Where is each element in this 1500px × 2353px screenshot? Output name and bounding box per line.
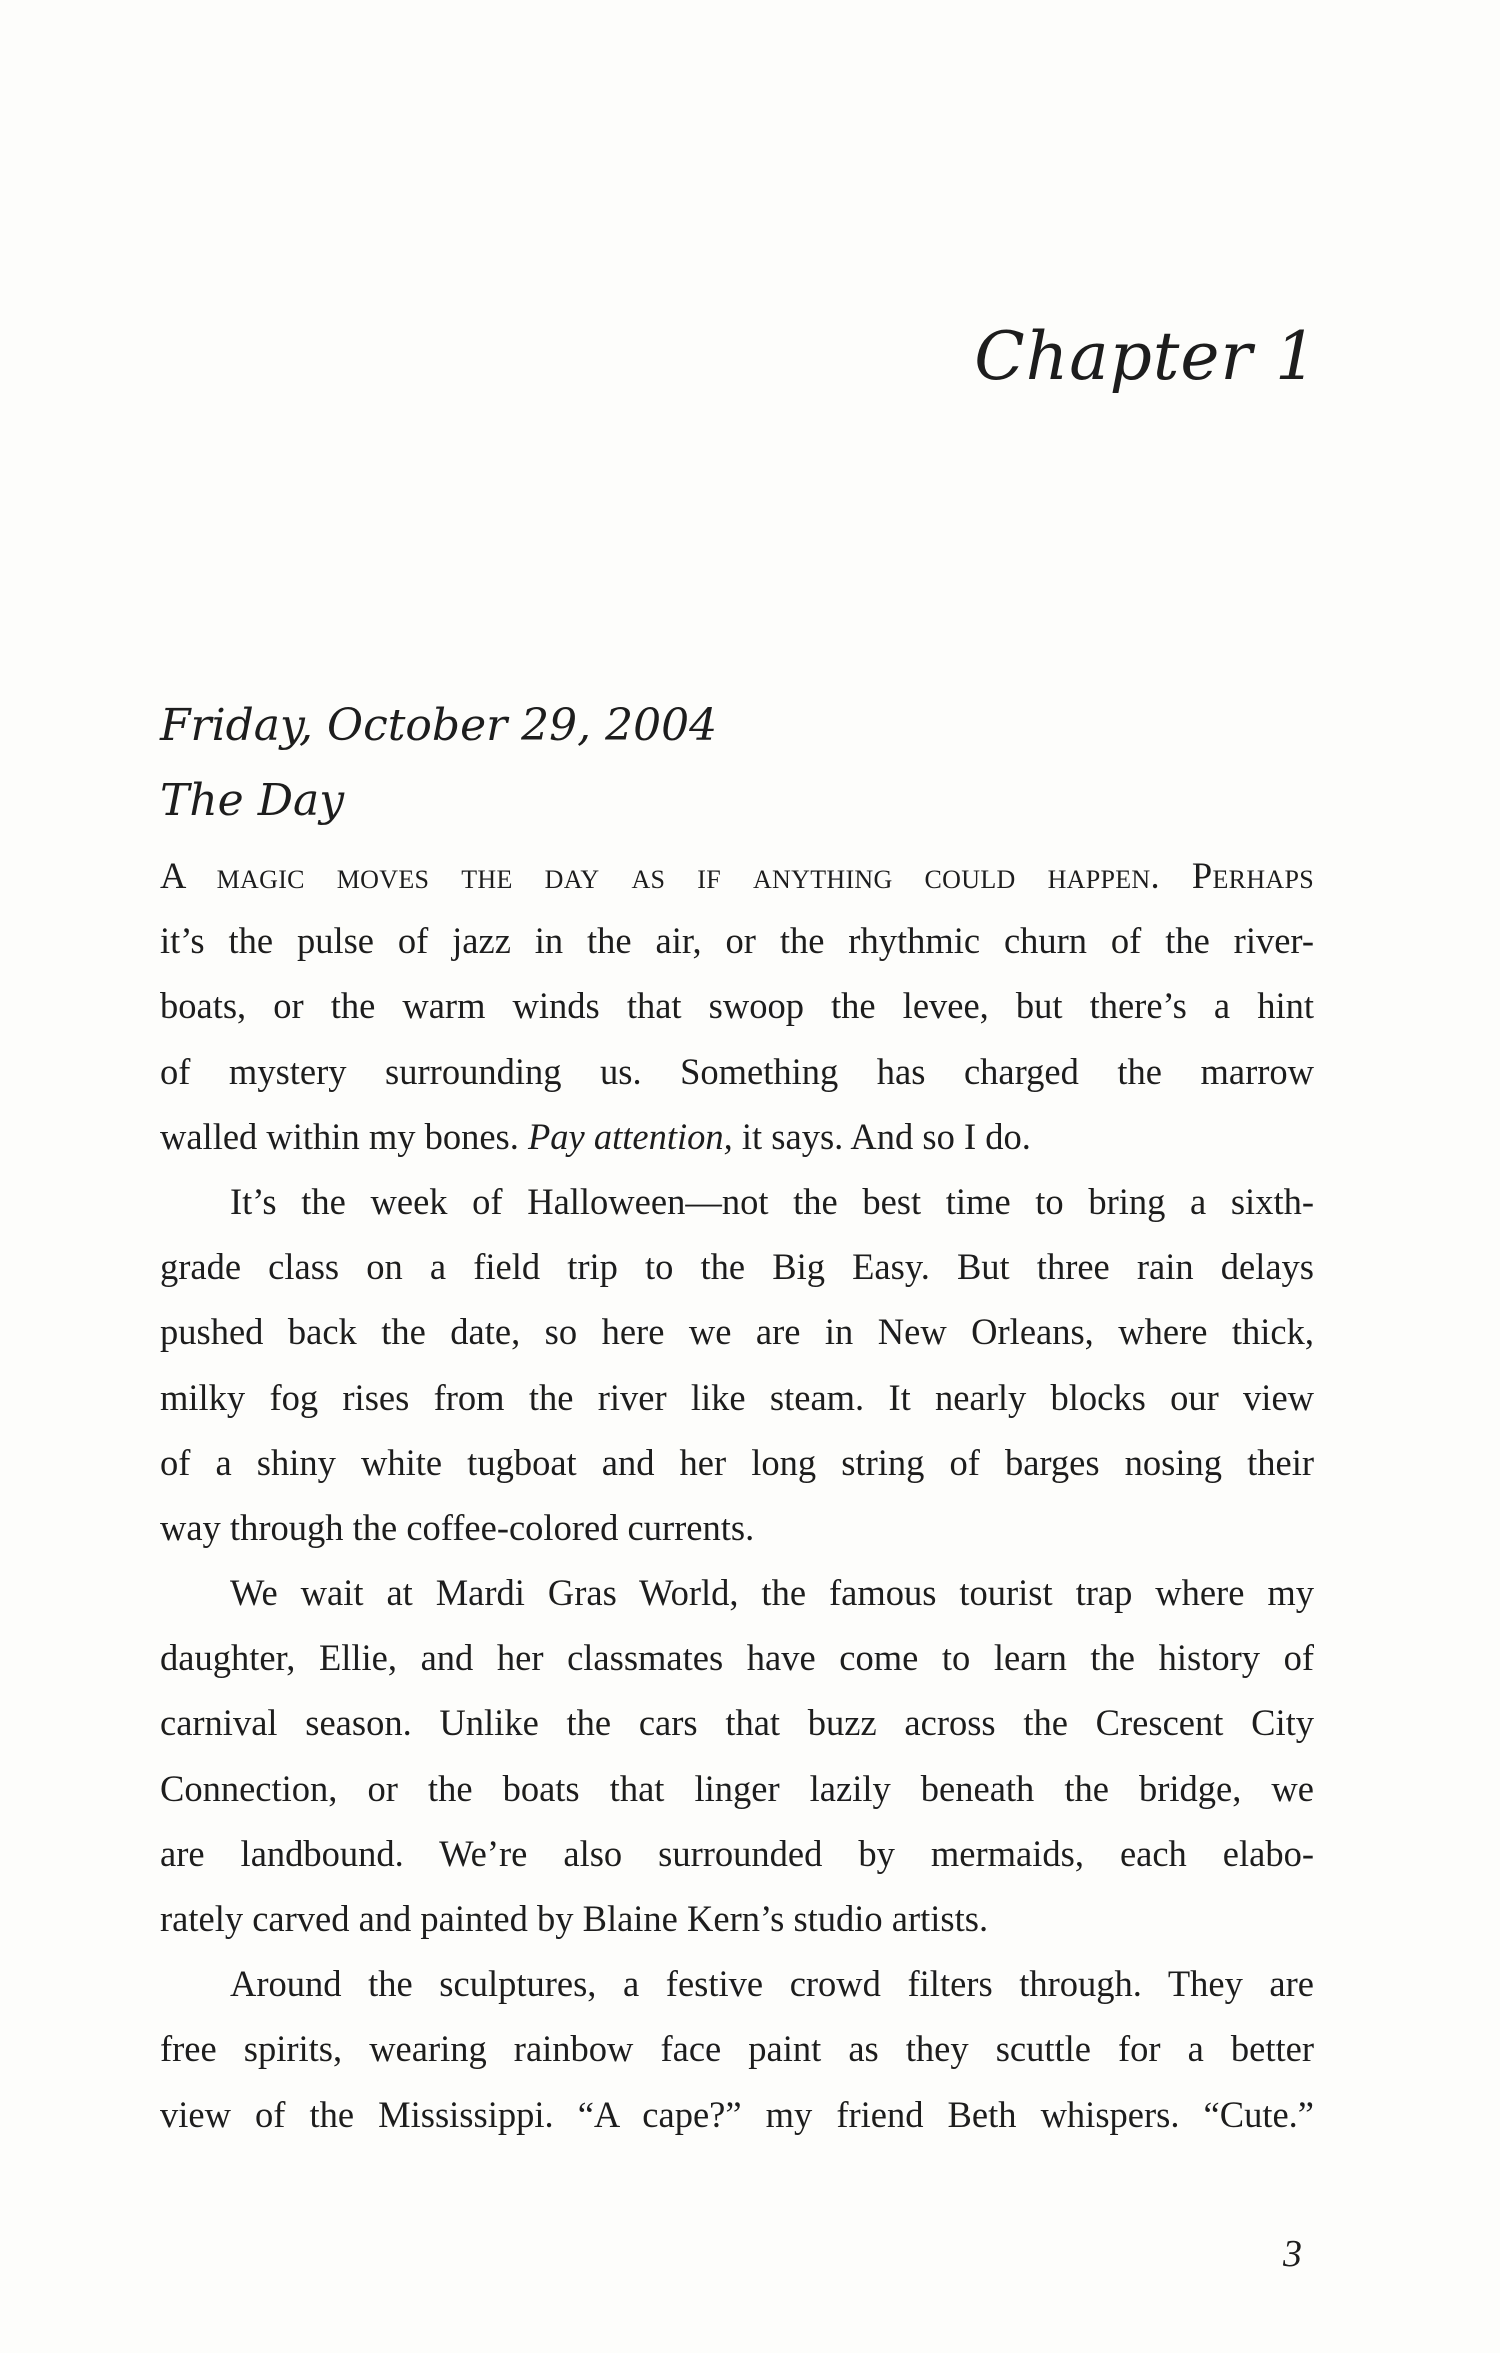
- text-line: [160, 1104, 1314, 1169]
- text-line: of mystery surrounding us. Something has charged the marrow: [160, 1050, 1314, 1092]
- text-line: pushed back the date, so here we are in New Orleans, where thick,: [160, 1311, 1314, 1353]
- emphasis-text: Pay attention,: [528, 1115, 733, 1157]
- text-line: We wait at Mardi Gras World, the famous tourist trap where my: [230, 1572, 1314, 1614]
- entry-date: Friday, October 29, 2004: [160, 700, 718, 751]
- text-line: milky fog rises from the river like steam. It nearly blocks our view: [160, 1376, 1314, 1418]
- text-line: are landbound. We’re also surrounded by mermaids, each elabo-: [160, 1832, 1314, 1874]
- text-line: daughter, Ellie, and her classmates have come to learn the history of: [160, 1637, 1314, 1679]
- text-line: Connection, or the boats that linger lazily beneath the bridge, we: [160, 1767, 1314, 1809]
- page-number: 3: [1283, 2233, 1302, 2275]
- text-segment: it says. And so I do.: [732, 1115, 1031, 1157]
- text-segment: walled within my bones.: [160, 1115, 528, 1157]
- section-title: The Day: [160, 775, 345, 826]
- text-line: free spirits, wearing rainbow face paint as they scuttle for a better: [160, 2028, 1314, 2070]
- text-line: grade class on a field trip to the Big Easy. But three rain delays: [160, 1246, 1314, 1288]
- text-line: boats, or the warm winds that swoop the levee, but there’s a hint: [160, 985, 1314, 1027]
- text-line: of a shiny white tugboat and her long string of barges nosing their: [160, 1441, 1314, 1483]
- text-line: rately carved and painted by Blaine Kern’s studio artists.: [160, 1898, 989, 1939]
- text-line: It’s the week of Halloween—not the best time to bring a sixth-: [230, 1180, 1314, 1222]
- text-line: it’s the pulse of jazz in the air, or the rhythmic churn of the river-: [160, 920, 1314, 962]
- text-line: carnival season. Unlike the cars that buzz across the Crescent City: [160, 1702, 1314, 1744]
- text-line: A magic moves the day as if anything could happen. Perhaps: [160, 855, 1314, 896]
- text-line: way through the coffee-colored currents.: [160, 1506, 755, 1548]
- text-line: view of the Mississippi. “A cape?” my friend Beth whispers. “Cute.”: [160, 2093, 1314, 2135]
- body-text: [160, 843, 1314, 2147]
- text-line: Around the sculptures, a festive crowd filters through. They are: [230, 1963, 1314, 2005]
- chapter-title: Chapter 1: [974, 318, 1318, 395]
